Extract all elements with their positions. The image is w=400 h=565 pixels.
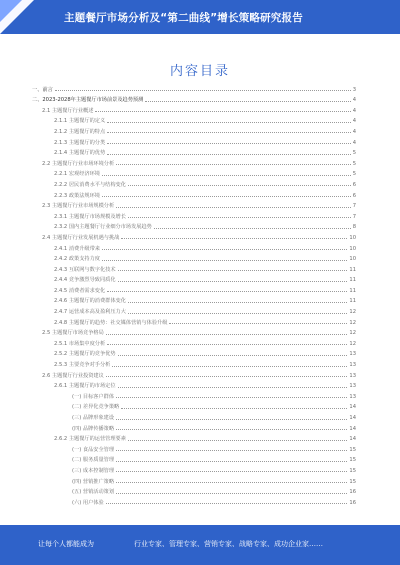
toc-leader-dots (107, 344, 347, 345)
toc-entry[interactable] (32, 304, 356, 315)
toc-leader-dots (154, 228, 351, 229)
toc-entry[interactable] (32, 379, 356, 390)
toc-entry[interactable] (32, 453, 356, 464)
page-header-bar (0, 0, 400, 34)
toc-leader-dots (116, 493, 347, 494)
toc-leader-dots (118, 387, 348, 388)
toc-entry-title: 2.5.1 市场集中度分析 (54, 340, 106, 347)
toc-entry-title: (三) 成本控制管理 (72, 467, 115, 474)
toc-entry-page: 14 (349, 415, 356, 421)
toc-entry-title: (六) 用户体验 (72, 499, 104, 506)
toc-entry-page: 8 (352, 224, 356, 231)
toc-entry-title: 2.3.2 国内主题餐厅行业细分市场发展趋势 (54, 224, 152, 231)
toc-entry[interactable] (32, 347, 356, 358)
toc-entry-page: 15 (349, 446, 356, 453)
header-corner-accent-inner (0, 0, 22, 22)
toc-entry-page: 14 (349, 436, 356, 443)
toc-entry-page: 4 (352, 118, 356, 125)
toc-entry[interactable] (32, 474, 356, 485)
toc-leader-dots (116, 471, 347, 472)
toc-entry-page: 12 (349, 319, 356, 326)
toc-leader-dots (128, 185, 351, 186)
toc-leader-dots (102, 260, 347, 261)
toc-entry-page: 10 (349, 245, 356, 252)
toc-entry-title: (一) 食品安全管理 (72, 446, 115, 453)
toc-entry-page: 6 (352, 181, 356, 188)
toc-leader-dots (121, 238, 347, 239)
toc-entry-title: (四) 品牌传播策略 (72, 425, 115, 432)
table-of-contents (32, 82, 356, 506)
footer-slogan: 让每个人都能成为 (38, 540, 94, 548)
toc-entry-page: 10 (349, 234, 356, 241)
toc-leader-dots (112, 366, 347, 367)
toc-leader-dots (107, 291, 347, 292)
toc-entry-title: (三) 品牌形象建设 (72, 415, 115, 421)
toc-leader-dots (102, 249, 347, 250)
toc-entry-title: 2.6.2 主题餐厅的运营管理要素 (54, 436, 126, 443)
toc-entry-page: 16 (349, 499, 356, 506)
toc-entry-title: 2.4.5 消费者需求变化 (54, 287, 106, 294)
toc-entry[interactable] (32, 124, 356, 135)
toc-leader-dots (116, 207, 351, 208)
toc-entry-page: 5 (352, 150, 356, 157)
toc-entry[interactable] (32, 82, 356, 93)
toc-entry-title: 2.3.1 主题餐厅市场规模及增长 (54, 213, 126, 220)
toc-entry[interactable] (32, 273, 356, 284)
toc-leader-dots (106, 376, 348, 377)
toc-entry[interactable] (32, 103, 356, 114)
toc-leader-dots (107, 132, 351, 133)
toc-entry-title: 2.4.8 主题餐厅的趋势：社交媒体营销与体验升级 (54, 319, 168, 326)
toc-entry-page: 13 (349, 383, 356, 390)
toc-leader-dots (128, 313, 347, 314)
toc-entry-page: 3 (352, 86, 356, 93)
toc-leader-dots (118, 281, 348, 282)
toc-entry-title: 2.4.4 竞争激烈导致同质化 (54, 277, 116, 284)
toc-entry-page: 11 (349, 287, 356, 294)
toc-leader-dots (116, 429, 347, 430)
toc-entry-page: 15 (349, 467, 356, 474)
toc-entry[interactable] (32, 252, 356, 263)
toc-entry-title: 2.1.3 主题餐厅的分类 (54, 139, 106, 146)
toc-entry-page: 15 (349, 478, 356, 485)
toc-entry[interactable] (32, 389, 356, 400)
toc-entry-title: 二、2023-2028年主题餐厅市场前景及趋势预测 (32, 97, 144, 104)
toc-entry[interactable] (32, 442, 356, 453)
toc-entry-title: 一、前言 (32, 86, 53, 93)
toc-entry[interactable] (32, 209, 356, 220)
toc-leader-dots (118, 270, 348, 271)
toc-entry-page: 12 (349, 330, 356, 337)
toc-entry[interactable] (32, 315, 356, 326)
toc-entry-title: 2.4 主题餐厅行业发展机遇与挑战 (42, 234, 120, 241)
toc-entry-title: 2.4.1 消费升级带来 (54, 245, 100, 252)
toc-entry[interactable] (32, 114, 356, 125)
toc-entry-page: 7 (352, 203, 356, 210)
toc-leader-dots (128, 440, 347, 441)
toc-entry-page: 13 (349, 372, 356, 379)
toc-leader-dots (116, 450, 347, 451)
toc-entry[interactable] (32, 230, 356, 241)
toc-entry[interactable] (32, 199, 356, 210)
toc-leader-dots (95, 111, 350, 112)
toc-leader-dots (106, 334, 348, 335)
toc-entry-page: 15 (349, 457, 356, 464)
toc-leader-dots (107, 154, 351, 155)
toc-entry-page: 12 (349, 340, 356, 347)
toc-leader-dots (116, 164, 351, 165)
toc-entry-title: 2.2.3 政策法规环境 (54, 192, 100, 199)
toc-leader-dots (55, 90, 351, 91)
toc-entry-title: 2.4.6 主题餐厅的消费群体变化 (54, 298, 126, 305)
toc-entry-title: 2.4.2 政策支持力度 (54, 256, 100, 263)
toc-entry-page: 11 (349, 266, 356, 273)
toc-leader-dots (169, 323, 347, 324)
toc-leader-dots (118, 355, 348, 356)
toc-leader-dots (102, 175, 351, 176)
toc-leader-dots (116, 482, 347, 483)
toc-entry[interactable] (32, 432, 356, 443)
toc-entry[interactable] (32, 336, 356, 347)
toc-entry-page: 7 (352, 213, 356, 220)
toc-entry-title: 2.1 主题餐厅行业概述 (42, 107, 94, 114)
toc-entry[interactable] (32, 167, 356, 178)
toc-leader-dots (128, 217, 351, 218)
toc-entry[interactable] (32, 156, 356, 167)
toc-entry-title: 2.6.1 主题餐厅的市场定位 (54, 383, 116, 390)
toc-entry-title: (一) 目标客户群体 (72, 393, 115, 400)
toc-entry-page: 5 (352, 160, 356, 167)
toc-entry-title: 2.2.2 居民消费水平与结构变化 (54, 181, 126, 188)
toc-leader-dots (128, 302, 347, 303)
toc-entry[interactable] (32, 177, 356, 188)
toc-entry-title: (五) 营销活动策划 (72, 489, 115, 496)
toc-entry-page: 16 (349, 489, 356, 496)
toc-leader-dots (121, 408, 347, 409)
toc-entry-title: 2.5 主题餐厅市场竞争格局 (42, 330, 104, 337)
toc-heading: 内容目录 (169, 64, 230, 79)
toc-entry-title: 2.1.1 主题餐厅的定义 (54, 118, 106, 125)
toc-leader-dots (106, 503, 348, 504)
toc-entry-title: (四) 营销推广策略 (72, 478, 115, 485)
toc-entry[interactable] (32, 421, 356, 432)
toc-entry[interactable] (32, 283, 356, 294)
toc-entry-title: 2.2 主题餐厅行业市场环境分析 (42, 160, 115, 167)
toc-entry[interactable] (32, 463, 356, 474)
toc-entry-title: 2.1.2 主题餐厅的特点 (54, 128, 106, 135)
toc-entry-page: 6 (352, 192, 356, 199)
toc-entry[interactable] (32, 326, 356, 337)
toc-entry-page: 5 (352, 171, 356, 178)
toc-entry-page: 13 (349, 362, 356, 369)
toc-entry-title: 2.4.7 运营成本高及盈利压力大 (54, 309, 126, 316)
report-title: 主题餐厅市场分析及“第二曲线”增长策略研究报告 (64, 12, 303, 24)
toc-entry-title: (二) 服务质量管理 (72, 457, 115, 464)
toc-entry-title: 2.5.3 主要竞争对手分析 (54, 362, 111, 369)
toc-entry-page: 4 (352, 107, 356, 114)
toc-leader-dots (107, 122, 351, 123)
toc-entry[interactable] (32, 146, 356, 157)
toc-entry[interactable] (32, 262, 356, 273)
toc-entry[interactable] (32, 220, 356, 231)
toc-entry-page: 14 (349, 404, 356, 411)
toc-entry-page: 11 (349, 298, 356, 305)
toc-entry-title: 2.4.3 互联网与数字化技术 (54, 266, 116, 273)
toc-entry[interactable] (32, 368, 356, 379)
toc-leader-dots (116, 419, 347, 420)
toc-entry-page: 13 (349, 351, 356, 358)
toc-entry-page: 4 (352, 139, 356, 146)
page-footer-bar (0, 525, 400, 565)
toc-entry-page: 10 (349, 256, 356, 263)
toc-entry[interactable] (32, 135, 356, 146)
toc-entry[interactable] (32, 410, 356, 421)
toc-entry-title: 2.1.4 主题餐厅的优势 (54, 150, 106, 157)
toc-leader-dots (116, 397, 347, 398)
toc-entry-title: 2.6 主题餐厅行业投资建议 (42, 372, 104, 379)
toc-entry[interactable] (32, 485, 356, 496)
toc-leader-dots (116, 461, 347, 462)
toc-entry[interactable] (32, 188, 356, 199)
toc-entry-title: 2.2.1 宏观经济环境 (54, 171, 100, 178)
toc-entry[interactable] (32, 495, 356, 506)
toc-entry-page: 4 (352, 128, 356, 135)
toc-entry[interactable] (32, 93, 356, 104)
toc-leader-dots (145, 101, 350, 102)
toc-entry[interactable] (32, 241, 356, 252)
toc-entry-page: 11 (349, 277, 356, 284)
footer-roles: 行业专家、管理专家、营销专家、战略专家、成功企业家…… (134, 540, 323, 548)
toc-entry-title: (二) 差异化竞争策略 (72, 404, 120, 411)
toc-entry-page: 12 (349, 309, 356, 316)
toc-entry-title: 2.3 主题餐厅行业市场规模分析 (42, 203, 115, 210)
toc-entry-page: 14 (349, 425, 356, 432)
toc-entry[interactable] (32, 357, 356, 368)
toc-entry[interactable] (32, 400, 356, 411)
toc-entry[interactable] (32, 294, 356, 305)
toc-entry-title: 2.5.2 主题餐厅的竞争优势 (54, 351, 116, 358)
toc-leader-dots (102, 196, 351, 197)
toc-entry-page: 13 (349, 393, 356, 400)
toc-entry-page: 4 (352, 97, 356, 104)
toc-leader-dots (107, 143, 351, 144)
